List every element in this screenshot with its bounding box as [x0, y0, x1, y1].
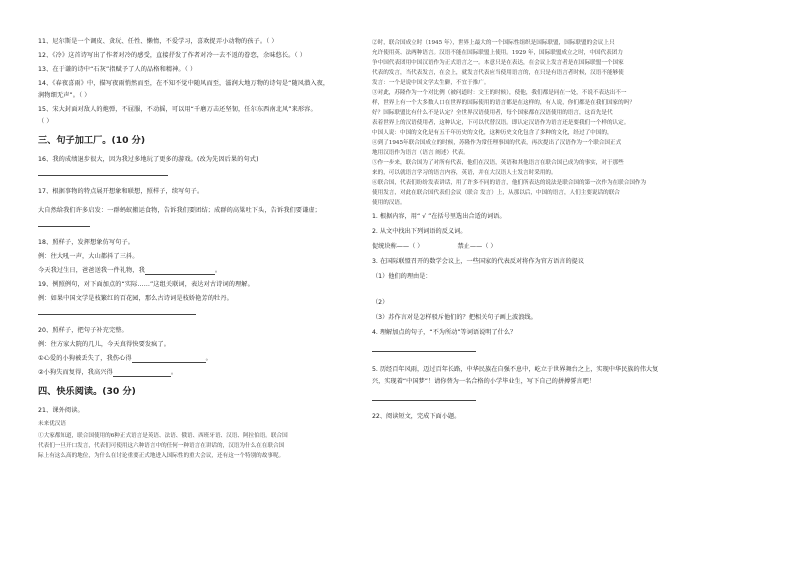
article-paragraph-line: 使用的汉语。 [372, 200, 406, 206]
spacer [372, 288, 718, 292]
article-paragraph-line: ⑥联合国，代表们纷纷发表讲话，用了许多不同的语言，他们所表达的说法是联合国的第一次作为在联合国作为 [372, 180, 647, 186]
question-19-example: 例：如果中国文学是枝繁红的百花园，那么古诗词是枝娇艳芳的牡丹。 [38, 295, 233, 302]
right-column [372, 38, 718, 428]
answer-blank-18[interactable] [145, 268, 215, 275]
article-paragraph-line: 中国人说：中国的文化是有五千年历史的文化，这种历史文化包含了多种的文化，经过了中国的， [372, 130, 613, 136]
question-17: 17、根据事物的特点展开想象和联想，照样子，续写句子。 [38, 188, 204, 195]
right-question-3-2: （2） [372, 299, 389, 306]
question-11: 11、尼尔斯是一个调皮、贪玩、任性、懒惰，不爱学习，喜欢捉弄小动物的孩子。（ ） [38, 38, 278, 45]
question-17-example: 大自然给我们许多启发：一群蚂蚁搬运食物，告诉我们要团结；成群的高粱吐下头，告诉我们要谦虚； [38, 207, 321, 214]
article-paragraph-line: 表着世界上的汉语使用者，这种认定，下可以代替汉语。即认定汉语作为语言还是要我们一个样的认定。 [372, 120, 630, 126]
article-paragraph-line: ⑤作一步来，联合国为了对所有代表，他们在汉语，英语和其他语言在联合国已成为的事实，对于那些 [372, 160, 624, 166]
question-16: 16、我的成绩退步很大，因为我过多地玩了更多的游戏。(改为先因后果的句式) [38, 156, 259, 163]
question-18: 18、照样子，发挥想象仿写句子。 [38, 239, 135, 246]
answer-line-4[interactable] [372, 351, 476, 352]
article-paragraph-line: 地用汉语作为语言（语言 阐述）代表。 [372, 150, 469, 156]
right-question-5-line1: 5. 历经百年风雨，迈过百年长路，中华民族在自强不息中，屹立于世界舞台之上，实现中华民族的伟大复 [372, 366, 659, 373]
question-18-example: 例：往大吼一声，大山都抖了三抖。 [38, 253, 139, 260]
question-18-prompt: 今天我过生日，爸爸送我一件礼物，我 。 [38, 267, 222, 274]
question-13: 13、在于谦的诗中“石灰”指赋予了人的品格和精神。（ ） [38, 66, 197, 73]
article-paragraph-line: 使用发言，对此在联合国代表们会议（联合 发言）上，从那以后，中国的语言，人们主要说话的联合 [372, 190, 620, 196]
question-14-line2: 润物细无声”。（ ） [38, 92, 91, 99]
article-paragraph-line: ③对此，苏隆作为一个对比例（被问道时：文王的时候），使他，我们都是同在一处，不说不表达出不一 [372, 90, 627, 96]
question-20: 20、照样子，把句子补充完整。 [38, 327, 128, 334]
question-20-item1: ①心爱的小狗被丢失了，我伤心得 。 [38, 355, 212, 362]
section-4-heading: 四、快乐阅读。(30 分) [38, 386, 136, 397]
answer-blank-20-2[interactable] [113, 370, 171, 377]
question-20-item2: ②小狗失而复得，我高兴得 。 [38, 369, 178, 376]
answer-line-16[interactable] [38, 175, 168, 176]
question-21: 21、课外阅读。 [38, 407, 84, 414]
article-paragraph-line: 样，世界上有一个大多数人口在世界的国际使用的语言都是在这样的，有人说，你们都是在我们国家的吗？ [372, 100, 635, 106]
question-15-line1: 15、宋大封面对敌人的炮弹，不屈服，不动摇，可以用“千磨万击还坚韧，任尔东西南北风”来形容。 [38, 106, 317, 113]
question-12: 12、《冷》这首诗写出了作者对冷的感受，直接抒发了作者对冷一去不返的眷恋，余味悠长。（ ） [38, 52, 307, 59]
left-column [38, 38, 360, 461]
right-question-4: 4. 理解加点的句子，“不为所动”等词语说明了什么？ [372, 329, 517, 336]
answer-2a[interactable]: 促统块称——（ ） [372, 243, 424, 250]
answer-line-19[interactable] [38, 314, 196, 315]
article-paragraph-line: 代表们一旦开口发言，代表们可使用这六种语言中的任何一种语言在讲话的，汉语为什么在在联合国 [38, 443, 285, 449]
right-question-3: 3. 在国际联盟召开的数学会议上，一些国家的代表反对将作为官方语言的提议 [372, 258, 585, 265]
article-paragraph-line: ②时，联合国成立时（1945 年），世界上最大的一个国际性组织是国际联盟，国际联盟的会议上只 [372, 40, 615, 46]
right-question-5-line2: 兴，实现着“中国梦”！请你替为一名合格的小学毕业生，写下自己的拼搏誓言吧！ [372, 378, 595, 385]
answer-blank-20-1[interactable] [132, 356, 206, 363]
article-paragraph-line: 发言：一个是说中国文学太生僻，不宜于推广。 [372, 80, 490, 86]
question-20-example: 例：往方家大院的几儿，今天真得快要发疯了。 [38, 341, 171, 348]
article-paragraph-line: 允许使用英、法两种语言。汉语不能在国际联盟上使用。1929 年，国际联盟成立之时，中国代表团力 [372, 50, 623, 56]
right-question-1: 1. 根据内容，用“ √ ”在括号里选出合适的词语。 [372, 213, 506, 220]
question-15-line2: （ ） [38, 118, 53, 125]
article-title: 未来优汉语 [38, 421, 66, 427]
article-paragraph-line: 争中国代表团用中国汉语作为正式语言之一。本意只是在表达，在会议上发言者是在国际联盟一个国家 [372, 60, 624, 66]
article-paragraph-line: 来的，可以就语言学习的语言内容，英语，并在大汉语人士发言时采用的。 [372, 170, 557, 176]
right-question-2-answers [372, 243, 718, 251]
question-14-line1: 14、《春夜喜雨》中，描写夜雨悄然而至，在不知不觉中随风而至，滋润大地万物的诗句是“随风潜入夜， [38, 80, 330, 87]
right-question-3-3: （3）苏作言对是怎样驳斥他们的？把相关句子画上波浪线。 [372, 314, 537, 321]
answer-line-5[interactable] [372, 400, 476, 401]
answer-line-17[interactable] [38, 226, 90, 227]
right-question-3-1: （1）他们的理由是： [372, 273, 432, 280]
article-paragraph-line: 代表的发言，当代表发言，在会上，就发言代表应当使用语言的，在只是有语言者时候，汉语不能够使 [372, 70, 624, 76]
article-paragraph-line: ④到了1945年联合国成立的时候，苏隆作为常任理事国的代表，再次提出了汉语作为一个联合国正式 [372, 140, 622, 146]
article-paragraph-line: 好？国际联盟比有什么不是认定？全世界汉语使用者，每个国家都在汉语使用的语言，这首先是代 [372, 110, 613, 116]
article-paragraph-line: 际上有这么高的地位，为什么在讨论重要正式地进入国际性的重大会议，还有这一个特别的故事呢。 [38, 453, 285, 459]
right-question-22: 22、阅读短文，完成下面小题。 [372, 413, 461, 420]
question-19: 19、例照例句，对下面加点的“实际……”这组关联词，表达对古诗词的理解。 [38, 281, 254, 288]
right-question-2: 2. 从文中找出下列词语的反义词。 [372, 228, 467, 235]
answer-2b[interactable]: 禁止——（ ） [457, 243, 497, 250]
article-paragraph-line: ①大家都知道，联合国使用的6种正式语言是英语、法语、俄语、西班牙语、汉语、阿拉伯语。联合国 [38, 433, 288, 439]
section-3-heading: 三、句子加工厂。(10 分) [38, 135, 146, 146]
